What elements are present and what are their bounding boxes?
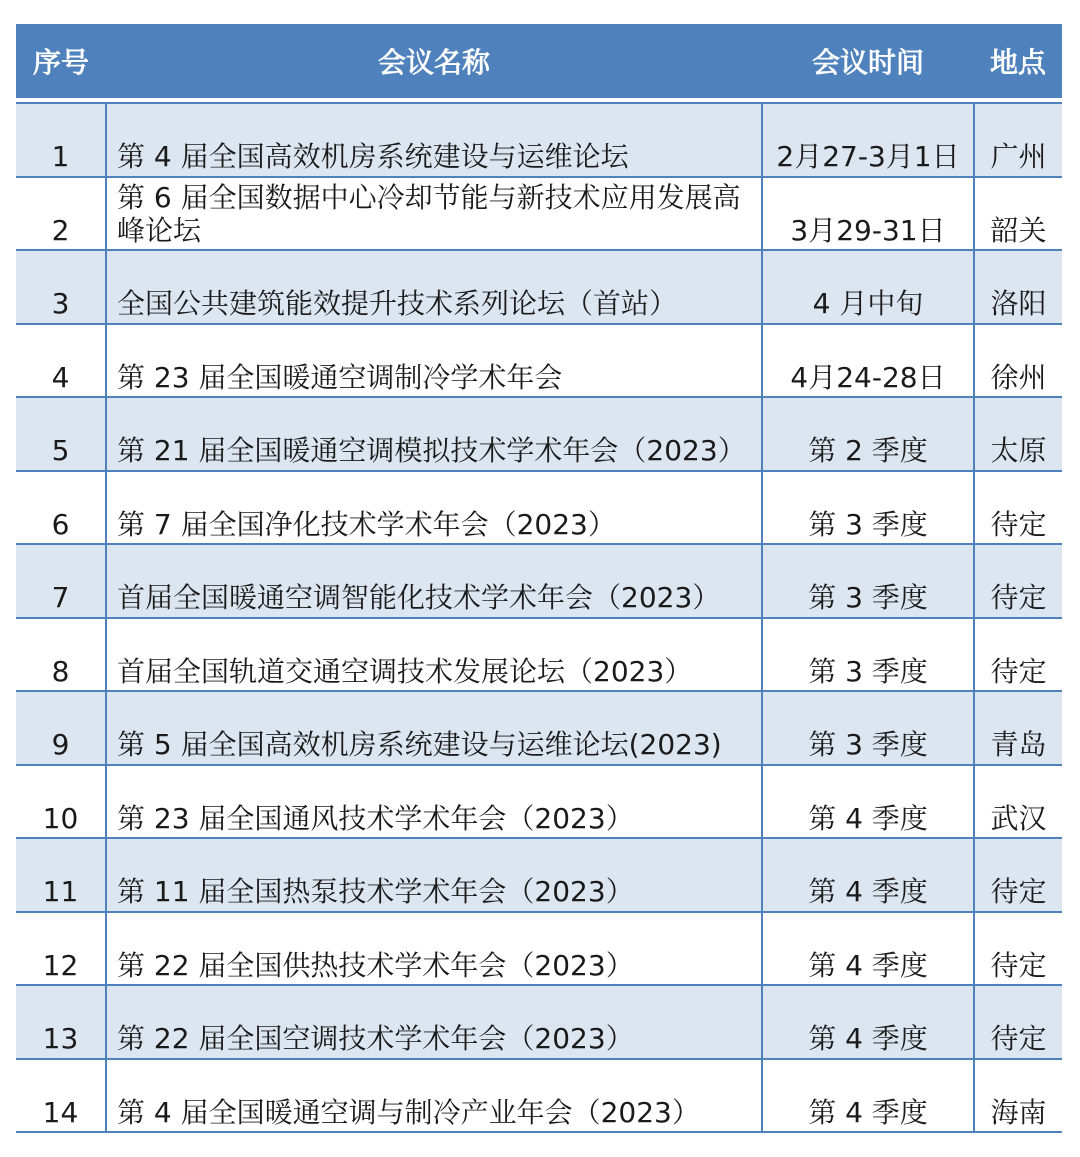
- header-index: 序号: [16, 24, 106, 98]
- cell-time: 4 月中旬: [762, 250, 974, 324]
- cell-index: 4: [16, 324, 106, 398]
- cell-place: 待定: [974, 618, 1062, 692]
- table-row: [16, 1059, 1062, 1133]
- cell-place: 韶关: [974, 177, 1062, 251]
- cell-name: 全国公共建筑能效提升技术系列论坛（首站）: [106, 250, 762, 324]
- cell-time: 第 2 季度: [762, 397, 974, 471]
- cell-time: 第 4 季度: [762, 912, 974, 986]
- table-row: [16, 912, 1062, 986]
- conference-table-container: [16, 24, 1062, 1133]
- cell-place: 青岛: [974, 691, 1062, 765]
- cell-name: 第 4 届全国暖通空调与制冷产业年会（2023）: [106, 1059, 762, 1133]
- cell-place: 洛阳: [974, 250, 1062, 324]
- table-row: [16, 544, 1062, 618]
- cell-name: 第 22 届全国空调技术学术年会（2023）: [106, 985, 762, 1059]
- table-row: [16, 324, 1062, 398]
- cell-name: 第 21 届全国暖通空调模拟技术学术年会（2023）: [106, 397, 762, 471]
- cell-place: 待定: [974, 985, 1062, 1059]
- table-row: [16, 397, 1062, 471]
- cell-index: 2: [16, 177, 106, 251]
- table-row: [16, 765, 1062, 839]
- cell-index: 13: [16, 985, 106, 1059]
- table-row: [16, 471, 1062, 545]
- cell-index: 12: [16, 912, 106, 986]
- conference-schedule-table: [16, 24, 1062, 1133]
- cell-name: 第 4 届全国高效机房系统建设与运维论坛: [106, 103, 762, 177]
- cell-index: 7: [16, 544, 106, 618]
- cell-time: 第 4 季度: [762, 838, 974, 912]
- cell-place: 武汉: [974, 765, 1062, 839]
- cell-time: 第 4 季度: [762, 765, 974, 839]
- table-row: [16, 103, 1062, 177]
- header-place: 地点: [974, 24, 1062, 98]
- cell-time: 第 4 季度: [762, 985, 974, 1059]
- table-row: [16, 618, 1062, 692]
- cell-place: 广州: [974, 103, 1062, 177]
- cell-index: 14: [16, 1059, 106, 1133]
- cell-index: 6: [16, 471, 106, 545]
- table-row: [16, 177, 1062, 251]
- cell-index: 1: [16, 103, 106, 177]
- table-row: [16, 985, 1062, 1059]
- header-time: 会议时间: [762, 24, 974, 98]
- cell-time: 第 3 季度: [762, 618, 974, 692]
- cell-time: 第 3 季度: [762, 691, 974, 765]
- cell-time: 3月29-31日: [762, 177, 974, 251]
- cell-index: 10: [16, 765, 106, 839]
- table-row: [16, 250, 1062, 324]
- cell-place: 待定: [974, 544, 1062, 618]
- cell-name: 首届全国暖通空调智能化技术学术年会（2023）: [106, 544, 762, 618]
- header-name: 会议名称: [106, 24, 762, 98]
- cell-index: 8: [16, 618, 106, 692]
- cell-name: 第 11 届全国热泵技术学术年会（2023）: [106, 838, 762, 912]
- cell-name: 第 5 届全国高效机房系统建设与运维论坛(2023): [106, 691, 762, 765]
- table-row: [16, 691, 1062, 765]
- cell-index: 11: [16, 838, 106, 912]
- header-row: [16, 24, 1062, 98]
- cell-name: 第 23 届全国暖通空调制冷学术年会: [106, 324, 762, 398]
- cell-place: 待定: [974, 471, 1062, 545]
- table-row: [16, 838, 1062, 912]
- cell-place: 待定: [974, 838, 1062, 912]
- cell-name: 第 23 届全国通风技术学术年会（2023）: [106, 765, 762, 839]
- cell-name: 第 7 届全国净化技术学术年会（2023）: [106, 471, 762, 545]
- cell-place: 海南: [974, 1059, 1062, 1133]
- cell-time: 第 3 季度: [762, 471, 974, 545]
- cell-place: 太原: [974, 397, 1062, 471]
- cell-time: 2月27-3月1日: [762, 103, 974, 177]
- cell-name: 第 22 届全国供热技术学术年会（2023）: [106, 912, 762, 986]
- cell-index: 5: [16, 397, 106, 471]
- table-body: [16, 98, 1062, 1132]
- cell-name: 首届全国轨道交通空调技术发展论坛（2023）: [106, 618, 762, 692]
- cell-index: 3: [16, 250, 106, 324]
- cell-time: 第 3 季度: [762, 544, 974, 618]
- cell-index: 9: [16, 691, 106, 765]
- cell-name: 第 6 届全国数据中心冷却节能与新技术应用发展高峰论坛: [106, 177, 762, 251]
- cell-time: 第 4 季度: [762, 1059, 974, 1133]
- cell-time: 4月24-28日: [762, 324, 974, 398]
- table-header: [16, 24, 1062, 98]
- cell-place: 待定: [974, 912, 1062, 986]
- cell-place: 徐州: [974, 324, 1062, 398]
